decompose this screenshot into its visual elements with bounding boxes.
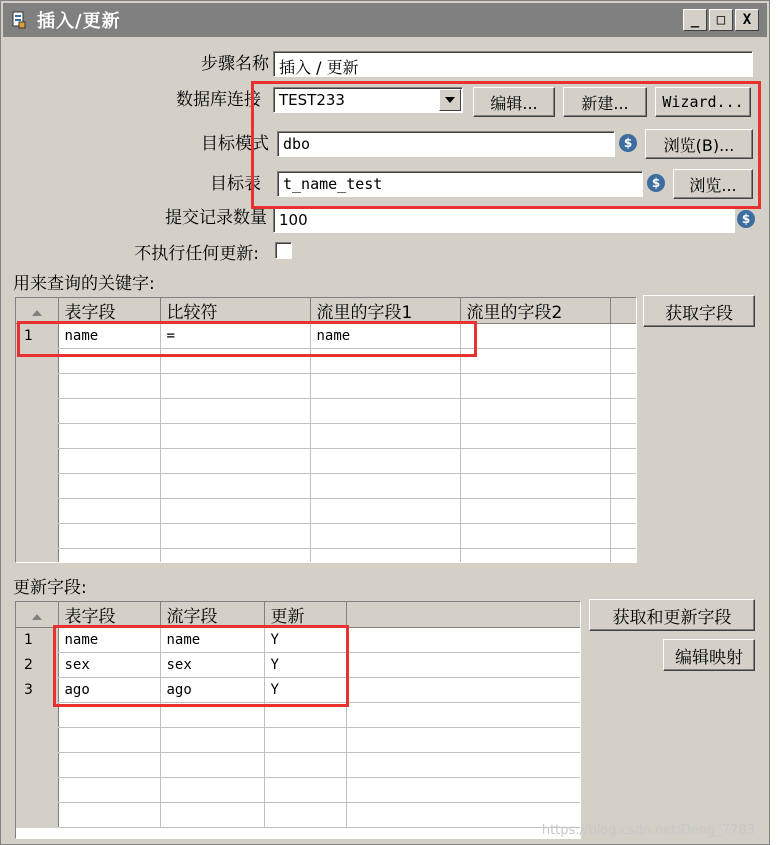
- table-cell[interactable]: sex: [58, 653, 160, 678]
- keys-table: [15, 297, 637, 563]
- row-number: 1: [16, 324, 58, 349]
- table-cell[interactable]: name: [160, 628, 264, 653]
- target-table-input[interactable]: t_name_test: [277, 171, 643, 197]
- table-cell[interactable]: [264, 803, 346, 828]
- row-number: [16, 399, 58, 424]
- table-cell[interactable]: [58, 349, 160, 374]
- column-header[interactable]: 比较符: [160, 298, 310, 324]
- maximize-button[interactable]: □: [709, 9, 733, 31]
- table-cell[interactable]: [160, 778, 264, 803]
- row-number: 1: [16, 628, 58, 653]
- table-cell[interactable]: [160, 499, 310, 524]
- table-row[interactable]: [16, 653, 580, 678]
- edit-connection-button[interactable]: 编辑...: [473, 87, 555, 117]
- table-cell[interactable]: [160, 753, 264, 778]
- commit-size-input[interactable]: 100: [273, 207, 735, 233]
- table-row[interactable]: [16, 349, 636, 374]
- table-cell[interactable]: [460, 399, 610, 424]
- table-cell[interactable]: [58, 424, 160, 449]
- table-cell[interactable]: [264, 778, 346, 803]
- table-cell[interactable]: [58, 703, 160, 728]
- table-cell[interactable]: ago: [160, 678, 264, 703]
- table-cell: [610, 449, 636, 474]
- variable-icon: $: [737, 210, 755, 228]
- title-bar[interactable]: [3, 3, 767, 37]
- table-cell: [346, 703, 580, 728]
- keys-section-label: 用来查询的关键字:: [13, 274, 155, 294]
- table-cell[interactable]: [58, 778, 160, 803]
- get-update-fields-button[interactable]: 获取和更新字段: [589, 599, 755, 631]
- table-cell[interactable]: [160, 449, 310, 474]
- table-cell[interactable]: [310, 424, 460, 449]
- table-row[interactable]: [16, 324, 636, 349]
- table-cell[interactable]: [310, 399, 460, 424]
- row-number: [16, 374, 58, 399]
- table-cell[interactable]: [58, 474, 160, 499]
- table-cell[interactable]: [58, 499, 160, 524]
- table-cell[interactable]: name: [58, 628, 160, 653]
- schema-input[interactable]: dbo: [277, 131, 615, 157]
- table-row[interactable]: [16, 449, 636, 474]
- table-row[interactable]: [16, 424, 636, 449]
- table-cell: [610, 499, 636, 524]
- table-cell[interactable]: [310, 524, 460, 549]
- table-cell: [610, 324, 636, 349]
- table-cell: [346, 628, 580, 653]
- table-cell[interactable]: [460, 499, 610, 524]
- table-cell[interactable]: [160, 728, 264, 753]
- table-cell[interactable]: [160, 374, 310, 399]
- row-number: [16, 424, 58, 449]
- table-cell[interactable]: [460, 324, 610, 349]
- table-cell: [610, 474, 636, 499]
- table-row[interactable]: [16, 549, 636, 564]
- table-cell[interactable]: [160, 703, 264, 728]
- table-cell[interactable]: [264, 728, 346, 753]
- column-header-filler: [346, 602, 580, 628]
- row-number: [16, 349, 58, 374]
- table-cell[interactable]: [460, 424, 610, 449]
- table-cell[interactable]: [310, 499, 460, 524]
- table-row[interactable]: [16, 678, 580, 703]
- new-connection-button[interactable]: 新建...: [563, 87, 647, 117]
- table-cell[interactable]: [58, 549, 160, 564]
- row-number: [16, 474, 58, 499]
- row-number-header[interactable]: [16, 602, 58, 628]
- step-name-label: 步骤名称: [201, 54, 269, 74]
- table-cell[interactable]: [160, 549, 310, 564]
- table-cell[interactable]: Y: [264, 628, 346, 653]
- table-cell[interactable]: [160, 424, 310, 449]
- variable-icon: $: [647, 174, 665, 192]
- update-section-label: 更新字段:: [13, 578, 87, 598]
- table-cell[interactable]: [160, 524, 310, 549]
- browse-schema-button[interactable]: 浏览(B)...: [645, 129, 753, 159]
- column-header-filler: [610, 298, 636, 324]
- row-number: 2: [16, 653, 58, 678]
- window-title: 插入/更新: [37, 11, 121, 32]
- table-cell[interactable]: Y: [264, 678, 346, 703]
- edit-mapping-button[interactable]: 编辑映射: [663, 639, 755, 671]
- table-cell[interactable]: [58, 399, 160, 424]
- row-number: 3: [16, 678, 58, 703]
- table-cell[interactable]: [58, 803, 160, 828]
- row-number: [16, 753, 58, 778]
- table-cell[interactable]: =: [160, 324, 310, 349]
- table-cell[interactable]: [310, 549, 460, 564]
- table-cell[interactable]: [160, 803, 264, 828]
- row-number: [16, 728, 58, 753]
- table-row[interactable]: [16, 374, 636, 399]
- table-cell: [346, 678, 580, 703]
- table-cell: [610, 524, 636, 549]
- table-cell[interactable]: [58, 524, 160, 549]
- row-number: [16, 778, 58, 803]
- table-cell[interactable]: [310, 349, 460, 374]
- close-button[interactable]: X: [735, 9, 759, 31]
- schema-label: 目标模式: [201, 134, 269, 154]
- no-update-label: 不执行任何更新:: [134, 244, 259, 264]
- table-row[interactable]: [16, 628, 580, 653]
- connection-label: 数据库连接: [176, 90, 261, 110]
- table-cell: [610, 349, 636, 374]
- table-cell[interactable]: [310, 474, 460, 499]
- table-cell[interactable]: [460, 374, 610, 399]
- table-cell[interactable]: [460, 349, 610, 374]
- step-name-input[interactable]: 插入 / 更新: [273, 51, 753, 77]
- table-cell[interactable]: [460, 449, 610, 474]
- table-cell: [346, 728, 580, 753]
- table-cell: [610, 399, 636, 424]
- table-row[interactable]: [16, 399, 636, 424]
- table-cell[interactable]: [58, 449, 160, 474]
- browse-table-button[interactable]: 浏览...: [673, 169, 753, 199]
- table-row[interactable]: [16, 499, 636, 524]
- table-cell[interactable]: [58, 374, 160, 399]
- table-row[interactable]: [16, 778, 580, 803]
- table-cell[interactable]: name: [310, 324, 460, 349]
- table-cell[interactable]: Y: [264, 653, 346, 678]
- column-header[interactable]: 表字段: [58, 298, 160, 324]
- table-cell: [346, 653, 580, 678]
- table-cell[interactable]: ago: [58, 678, 160, 703]
- no-update-checkbox[interactable]: [275, 242, 292, 259]
- table-cell: [346, 753, 580, 778]
- table-cell[interactable]: [58, 753, 160, 778]
- table-cell[interactable]: [310, 449, 460, 474]
- table-cell[interactable]: [310, 374, 460, 399]
- column-header[interactable]: 表字段: [58, 602, 160, 628]
- table-cell[interactable]: [160, 474, 310, 499]
- table-cell[interactable]: name: [58, 324, 160, 349]
- table-cell: [610, 424, 636, 449]
- row-number: [16, 549, 58, 564]
- table-cell[interactable]: [160, 399, 310, 424]
- get-fields-button[interactable]: 获取字段: [643, 295, 755, 327]
- minimize-button[interactable]: _: [683, 9, 707, 31]
- row-number: [16, 524, 58, 549]
- row-number: [16, 499, 58, 524]
- table-cell[interactable]: [460, 524, 610, 549]
- table-cell[interactable]: [264, 703, 346, 728]
- table-cell[interactable]: [460, 549, 610, 564]
- table-row[interactable]: [16, 474, 636, 499]
- table-row[interactable]: [16, 703, 580, 728]
- connection-select[interactable]: TEST233: [273, 87, 463, 113]
- table-row[interactable]: [16, 524, 636, 549]
- table-cell[interactable]: [460, 474, 610, 499]
- wizard-button[interactable]: Wizard...: [655, 87, 751, 117]
- watermark: https://blog.csdn.net/Deng_7783: [541, 823, 755, 838]
- column-header[interactable]: 流字段: [160, 602, 264, 628]
- table-row[interactable]: [16, 803, 580, 828]
- table-cell[interactable]: sex: [160, 653, 264, 678]
- row-number: [16, 703, 58, 728]
- table-cell: [610, 374, 636, 399]
- column-header[interactable]: 更新: [264, 602, 346, 628]
- variable-icon: $: [619, 134, 637, 152]
- table-cell[interactable]: [58, 728, 160, 753]
- target-table-label: 目标表: [210, 174, 261, 194]
- column-header[interactable]: 流里的字段1: [310, 298, 460, 324]
- row-number: [16, 449, 58, 474]
- column-header[interactable]: 流里的字段2: [460, 298, 610, 324]
- step-icon: [9, 10, 29, 30]
- table-cell[interactable]: [160, 349, 310, 374]
- commit-size-label: 提交记录数量: [165, 208, 267, 228]
- table-cell[interactable]: [264, 753, 346, 778]
- table-row[interactable]: [16, 728, 580, 753]
- table-row[interactable]: [16, 753, 580, 778]
- row-number-header[interactable]: [16, 298, 58, 324]
- table-cell: [346, 778, 580, 803]
- table-cell: [610, 549, 636, 564]
- update-fields-table: [15, 601, 581, 839]
- chevron-down-icon[interactable]: [439, 89, 461, 111]
- row-number: [16, 803, 58, 828]
